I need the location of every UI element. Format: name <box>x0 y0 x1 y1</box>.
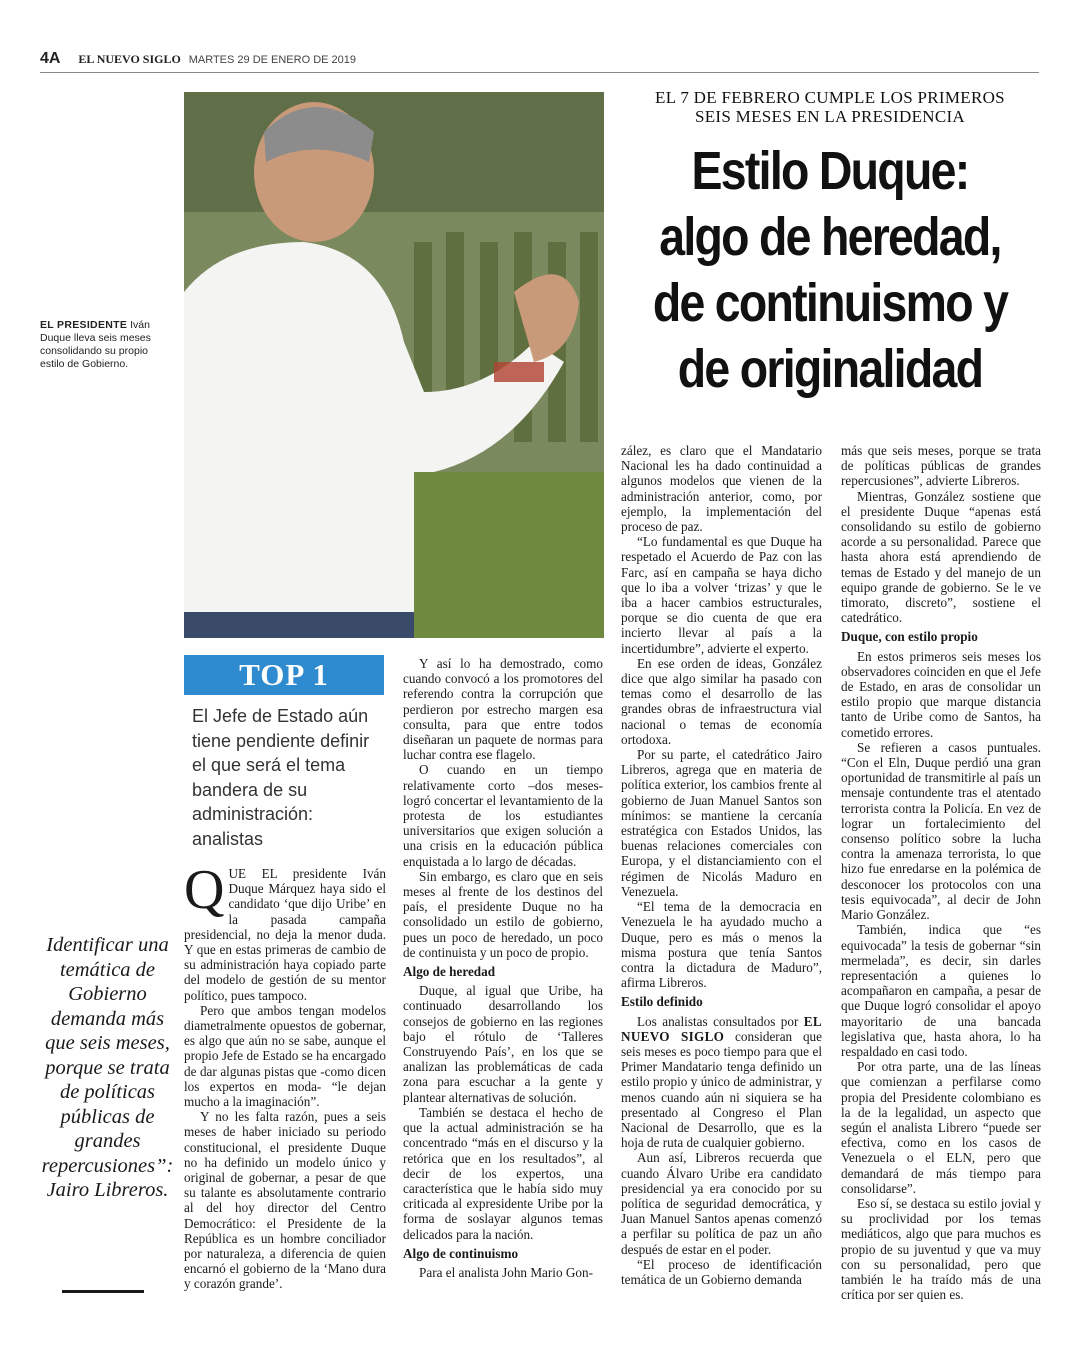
paragraph: Se refieren a casos puntuales. “Con el Eln, Duque perdió una gran oportunidad de transmitirle al país un mensaje contundente tras el atentado terrorista contra la Policía. En vez de lograr un fortalecimiento del consenso político sobre la lucha contra la amenaza terrorista, lo que hizo fue enredarse en la polémica de desconocer los protocolos con una tesis equivocada”, al decir de John Mario González. <box>841 739 1041 923</box>
paragraph: Y no les falta razón, pues a seis meses de haber iniciado su periodo constitucional, el presidente Duque no ha definido un modelo único y original de gobernar, a pesar de que su talante es absolutamente contrario al del hoy director del Centro Democrático: el Presidente de la República es un hombre conciliador por naturaleza, a diferencia de quien encarnó el gobierno de la ‘Mano dura y corazón grande’. <box>184 1109 386 1292</box>
headline <box>645 138 1015 402</box>
subhead: Algo de continuismo <box>403 1245 519 1261</box>
kicker-line-1: EL 7 DE FEBRERO CUMPLE LOS PRIMEROS <box>655 88 1005 107</box>
paragraph: Por otra parte, una de las líneas que comienzan a perfilarse como propia del Presidente colombiano es la de la legalidad, un aspecto que según el analista Librero “puede ser efectiva, como en los casos de Venezuela o el ELN, pero que demandará de más tiempo para consolidarse”. <box>841 1059 1041 1196</box>
paragraph <box>621 1014 822 1151</box>
paragraph-text: Los analistas consultados por <box>637 1013 804 1029</box>
paragraph: “Lo fundamental es que Duque ha respetado el Acuerdo de Paz con las Farc, así en campaña se haya dicho que lo iba a volver ‘trizas’ y que le iba a hacer cambios estructurales, porque se dio cuenta de que era incierto llevar al país a la incertidumbre”, advierte el experto. <box>621 534 822 656</box>
paragraph-text: UE EL presidente Iván Duque Márquez haya sido el candidato ‘que dijo Uribe’ en la pasada campaña presidencial, no deja la menor duda. Y que en estas primeras de cambio de su administración haya copiado parte del modelo de gestión de su mentor político, pues tampoco. <box>184 866 386 1003</box>
paragraph: En ese orden de ideas, González dice que algo similar ha pasado con temas como el desarrollo de las grandes obras de infraestructura vial nacional o temas de economía ortodoxa. <box>621 655 822 747</box>
paragraph: También se destaca el hecho de que la actual administración se ha concentrado “más en el discurso y la retórica que en los resultados”, al decir de los expertos, una característica que le había sido muy criticada al expresidente Uribe por la forma de soslayar algunos temas delicados para la nación. <box>403 1104 603 1242</box>
photo-illustration <box>184 92 604 638</box>
headline-line-4: de originalidad <box>677 339 983 399</box>
paragraph <box>184 859 386 1003</box>
pull-quote-rule <box>62 1290 144 1293</box>
paragraph-text: consideran que seis meses es poco tiempo para que el Primer Mandatario tenga definido un estilo propio y único de administrar, y menos cuando aún ni siquiera se ha presentado al Congreso el Plan Nacional de Desarrollo, que es la hoja de ruta de cualquier gobierno. <box>621 1028 822 1151</box>
summary-deck: El Jefe de Estado aún tiene pendiente definir el que será el tema bandera de su administración: analistas <box>192 706 370 849</box>
headline-line-2: algo de heredad, <box>659 207 1001 267</box>
issue-date: MARTES 29 DE ENERO DE 2019 <box>188 54 357 66</box>
headline-line-1: Estilo Duque: <box>691 141 969 201</box>
caption-lead: EL PRESIDENTE <box>40 319 128 331</box>
paragraph: O cuando en un tiempo relativamente corto –dos meses- logró concertar el levantamiento de la protesta de los estudiantes universitarios que exigen solución a una crisis en la educación pública enquistada a lo largo de décadas. <box>403 762 603 869</box>
page-folio <box>40 50 356 68</box>
publication-name: EL NUEVO SIGLO <box>78 52 181 66</box>
top-badge: TOP 1 <box>184 655 384 695</box>
subhead: Algo de heredad <box>403 964 496 980</box>
paragraph: Para el analista John Mario Gon- <box>419 1264 593 1280</box>
caption-text: Iván Duque lleva seis meses consolidando su propio estilo de Gobierno. <box>40 319 151 370</box>
subhead: Estilo definido <box>621 994 703 1010</box>
paragraph: Y así lo ha demostrado, como cuando convocó a los promotores del referendo contra la corrupción que perdieron por estrecho margen esa consulta, para que entre todos diseñaran un paquete de normas para luchar contra ese flagelo. <box>403 656 603 763</box>
header-rule <box>40 72 1039 73</box>
paragraph: Mientras, González sostiene que el presidente Duque “apenas está consolidando su estilo de gobierno acorde a su personalidad. Parece que hasta ahora está aprendiendo de temas de Estado y del manejo de un equipo grande de gobierno. Se le ve timorato, discreto”, sostiene el catedrático. <box>841 488 1041 626</box>
paragraph: Duque, al igual que Uribe, ha continuado desarrollando los consejos de gobierno en las regiones bajo el rótulo de ‘Talleres Construyendo País’, en los que se analizan las problemáticas de cada zona para escuchar a la gente y plantear alternativas de solución. <box>403 983 603 1105</box>
paragraph: “El proceso de identificación temática de un Gobierno demanda <box>621 1256 822 1287</box>
photo-caption <box>40 319 175 371</box>
headline-line-3: de continuismo y <box>652 273 1008 333</box>
article-column-3 <box>621 443 822 1287</box>
paragraph: Sin embargo, es claro que en seis meses al frente de los destinos del país, el presidente Duque no ha consolidado un estilo de gobierno, pues un poco de heredado, un poco de continuista y un poco de propio. <box>403 868 603 960</box>
paragraph: más que seis meses, porque se trata de políticas públicas de grandes repercusiones”, advierte Libreros. <box>841 443 1041 489</box>
article-column-4 <box>841 443 1041 1302</box>
publication-mention: EL NUEVO SIGLO <box>621 1013 822 1044</box>
paragraph: También, indica que “es equivocada” la tesis de gobernar “sin mermelada”, es decir, sin darles representación a quienes lo acompañaron en campaña, a pesar de que Duque logró consolidar el apoyo mayoritario de una bancada legislativa que, hasta ahora, lo ha respaldado en casi todo. <box>841 922 1041 1059</box>
paragraph: En estos primeros seis meses los observadores coinciden en que el Jefe de Estado, en aras de consolidar un estilo propio que marque distancia tanto de Uribe como de Santos, ha cometido errores. <box>841 648 1041 740</box>
article-column-2 <box>403 656 603 1280</box>
paragraph: Aun así, Libreros recuerda que cuando Álvaro Uribe era candidato presidencial ya era conocido por su política de seguridad democrática, y Juan Manuel Santos apenas comenzó a perfilar su política de paz un año después de estar en el poder. <box>621 1150 822 1257</box>
paragraph: zález, es claro que el Mandatario Nacional les ha dado continuidad a algunos modelos que vienen de la administración anterior, como, por ejemplo, la implementación del proceso de paz. <box>621 443 822 535</box>
subhead: Duque, con estilo propio <box>841 629 978 645</box>
drop-cap: Q <box>184 859 225 921</box>
pull-quote: Identificar una temática de Gobierno demanda más que seis meses, porque se trata de políticas públicas de grandes repercusiones”: Jairo Libreros. <box>41 934 174 1201</box>
paragraph: “El tema de la democracia en Venezuela le ha ayudado mucho a Duque, pero es más o menos la misma postura que tenía Santos contra la dictadura de Maduro”, afirma Libreros. <box>621 899 822 991</box>
kicker <box>620 88 1040 126</box>
paragraph: Eso sí, se destaca su estilo jovial y su proclividad por los temas mediáticos, algo que para muchos es propio de su juventud y que va muy con su personalidad, pero que también le ha traído más de una crítica por ser quien es. <box>841 1195 1041 1303</box>
president-photo <box>184 92 604 638</box>
paragraph: Pero que ambos tengan modelos diametralmente opuestos de gobernar, es algo que aún no se sabe, aunque el propio Jefe de Estado se ha encargado de dar algunas pistas que -como dicen los expertos en moda- “le dejan mucho a la imaginación”. <box>184 1002 386 1110</box>
kicker-line-2: SEIS MESES EN LA PRESIDENCIA <box>694 107 966 126</box>
paragraph: Por su parte, el catedrático Jairo Libreros, agrega que en materia de política exterior, los cambios frente al gobierno de Juan Manuel Santos son mínimos: se mantiene la cercanía estratégica con Estados Unidos, las buenas relaciones comerciales con Europa, y el distanciamiento con el régimen de Nicolás Maduro en Venezuela. <box>621 747 822 899</box>
page-number: 4A <box>40 50 61 67</box>
article-column-1 <box>184 859 386 1292</box>
